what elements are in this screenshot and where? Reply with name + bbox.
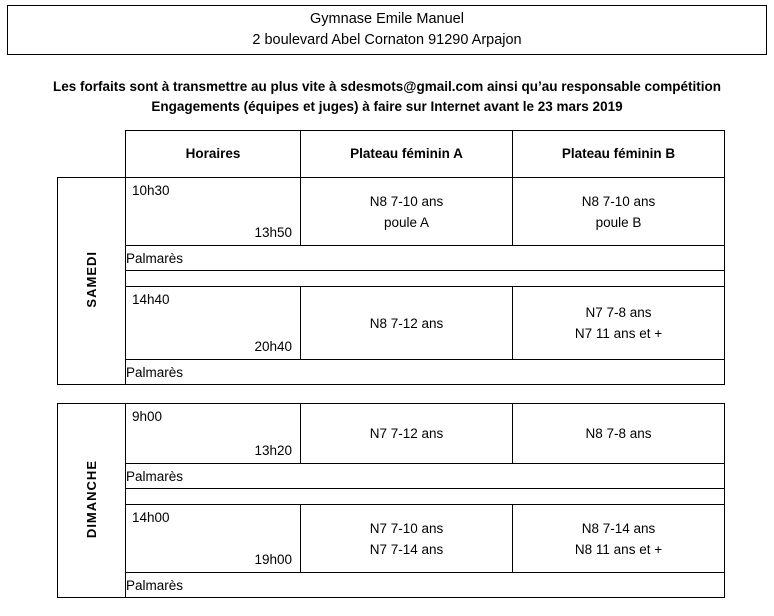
session-end-time: 13h50 [254, 225, 292, 240]
session-start-time: 10h30 [132, 183, 170, 198]
notice-line-2: Engagements (équipes et juges) à faire sur Internet avant le 23 mars 2019 [151, 99, 623, 114]
day-label-dimanche: DIMANCHE [84, 459, 99, 539]
header-corner-blank [58, 131, 126, 178]
palmares-cell: Palmarès [126, 246, 725, 271]
hours-cell [126, 505, 301, 573]
palmares-cell: Palmarès [126, 573, 725, 598]
header-plateau-a [301, 131, 513, 178]
plateau-a-line: N8 7-10 ans [369, 193, 444, 209]
schedule-table-dimanche [57, 403, 725, 598]
hours-cell [126, 178, 301, 246]
palmares-cell: Palmarès [126, 360, 725, 385]
day-label-cell-dimanche [58, 404, 126, 598]
session-end-time: 19h00 [254, 552, 292, 567]
schedule-table-samedi [57, 130, 725, 385]
plateau-b-line: N8 7-8 ans [585, 426, 652, 441]
table-gap [0, 385, 774, 403]
table-row [58, 505, 725, 573]
plateau-b-line: N8 7-10 ans [581, 193, 656, 209]
notice-line-1: Les forfaits sont à transmettre au plus vite à sdesmots@gmail.com ainsi qu’au responsable compétition [52, 79, 722, 94]
day-label-cell-samedi [58, 178, 126, 385]
palmares-row [58, 573, 725, 598]
plateau-b-cell [513, 404, 725, 464]
plateau-b-line: N8 11 ans et + [574, 541, 663, 557]
hours-cell [126, 404, 301, 464]
venue-address: 2 boulevard Abel Cornaton 91290 Arpajon [252, 32, 522, 48]
palmares-row [58, 360, 725, 385]
header-plateau-b-line2: B [665, 146, 676, 161]
header-plateau-a-line1: Plateau féminin [350, 146, 450, 161]
plateau-a-cell [301, 178, 513, 246]
palmares-row [58, 246, 725, 271]
venue-name: Gymnase Emile Manuel [310, 11, 464, 27]
notice-block [0, 77, 774, 117]
table-row [58, 287, 725, 360]
session-start-time: 14h40 [132, 292, 170, 307]
plateau-a-line: poule A [383, 214, 430, 230]
separator-row [58, 271, 725, 287]
table-row [58, 178, 725, 246]
schedule-area [0, 130, 774, 598]
session-end-time: 13h20 [254, 443, 292, 458]
plateau-b-cell [513, 505, 725, 573]
session-start-time: 9h00 [132, 409, 163, 424]
plateau-b-cell [513, 287, 725, 360]
palmares-cell: Palmarès [126, 464, 725, 489]
plateau-b-line: N8 7-14 ans [581, 520, 656, 536]
header-plateau-b [513, 131, 725, 178]
header-hours: Horaires [126, 131, 301, 178]
plateau-b-line: poule B [595, 214, 642, 230]
venue-header-box [7, 5, 767, 55]
plateau-a-cell [301, 287, 513, 360]
header-plateau-a-line2: A [453, 146, 463, 161]
day-label-samedi: SAMEDI [84, 251, 99, 308]
plateau-a-line: N8 7-12 ans [369, 315, 444, 331]
table-header-row [58, 131, 725, 178]
plateau-a-line: N7 7-10 ans [369, 520, 444, 536]
separator-cell [126, 271, 725, 287]
separator-cell [126, 489, 725, 505]
plateau-b-cell [513, 178, 725, 246]
plateau-a-cell [301, 404, 513, 464]
plateau-a-cell [301, 505, 513, 573]
session-end-time: 20h40 [254, 339, 292, 354]
header-plateau-b-line1: Plateau féminin [561, 146, 662, 161]
palmares-row [58, 464, 725, 489]
plateau-a-line: N7 7-14 ans [369, 541, 444, 557]
plateau-b-line: N7 7-8 ans [585, 305, 652, 320]
plateau-a-line: N7 7-12 ans [369, 426, 444, 441]
hours-cell [126, 287, 301, 360]
separator-row [58, 489, 725, 505]
plateau-b-line: N7 11 ans et + [574, 326, 663, 341]
table-row [58, 404, 725, 464]
session-start-time: 14h00 [132, 510, 170, 525]
